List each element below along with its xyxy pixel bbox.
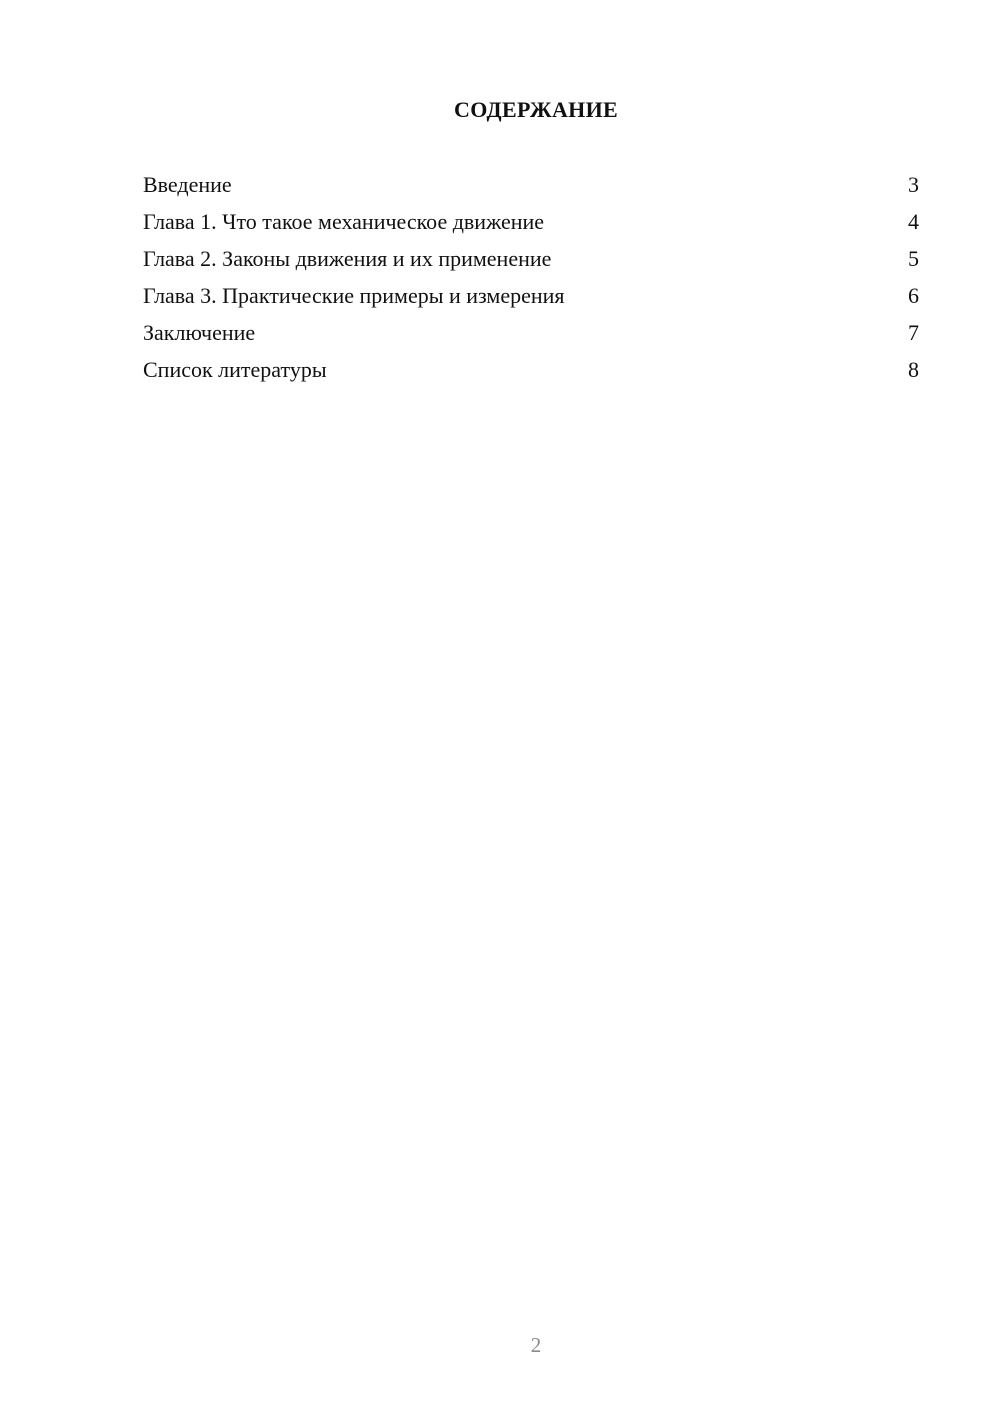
toc-item-label: Введение — [143, 172, 232, 197]
toc-item-references[interactable] — [143, 353, 919, 390]
toc-item-chapter-1[interactable] — [143, 205, 919, 242]
toc-item-page: 3 — [908, 172, 919, 197]
table-of-contents — [143, 168, 919, 390]
page-title: СОДЕРЖАНИЕ — [454, 97, 618, 122]
toc-item-page: 7 — [908, 320, 919, 345]
toc-item-label: Глава 1. Что такое механическое движение — [143, 209, 545, 234]
page-number: 2 — [530, 1333, 542, 1357]
toc-item-label: Глава 2. Законы движения и их применение — [143, 246, 552, 271]
toc-item-chapter-2[interactable] — [143, 242, 919, 279]
toc-item-page: 4 — [908, 209, 919, 234]
toc-item-conclusion[interactable] — [143, 316, 919, 353]
toc-item-introduction[interactable] — [143, 168, 919, 205]
toc-item-label: Заключение — [143, 320, 256, 345]
toc-item-page: 5 — [908, 246, 919, 271]
toc-item-page: 8 — [908, 357, 919, 382]
toc-item-label: Глава 3. Практические примеры и измерения — [143, 283, 565, 308]
toc-item-page: 6 — [908, 283, 919, 308]
toc-item-label: Список литературы — [143, 357, 327, 382]
toc-item-chapter-3[interactable] — [143, 279, 919, 316]
